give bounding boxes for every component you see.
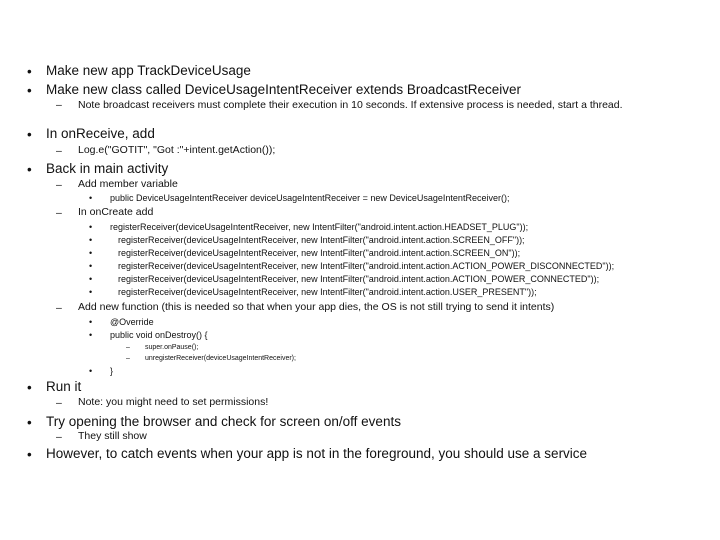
bullet-dot: • xyxy=(89,274,93,284)
sub-bullet-text: In onCreate add xyxy=(78,206,154,218)
bullet-dot: • xyxy=(89,261,93,271)
code-line: registerReceiver(deviceUsageIntentReceiver, new IntentFilter("android.intent.action.SCREEN_ON")); xyxy=(118,248,521,258)
sub-bullet-text: Log.e("GOTIT", "Got :"+intent.getAction()); xyxy=(78,144,276,156)
code-line: public DeviceUsageIntentReceiver deviceUsageIntentReceiver = new DeviceUsageIntentReceiver(); xyxy=(110,193,510,203)
bullet-dot: • xyxy=(89,287,93,297)
code-line: unregisterReceiver(deviceUsageIntentReceiver); xyxy=(145,355,296,362)
bullet-dash: – xyxy=(56,431,62,443)
code-line: registerReceiver(deviceUsageIntentReceiver, new IntentFilter("android.intent.action.USER_PRESENT")); xyxy=(118,287,537,297)
bullet-dash: – xyxy=(56,397,62,409)
bullet-dot: • xyxy=(27,380,32,395)
bullet-dot: • xyxy=(27,415,32,430)
sub-bullet-text: They still show xyxy=(78,430,147,442)
bullet-dash: – xyxy=(126,344,130,351)
code-line: registerReceiver(deviceUsageIntentReceiver, new IntentFilter("android.intent.action.ACTION_POWER_CONNECTED")); xyxy=(118,274,600,284)
bullet-text: Back in main activity xyxy=(46,161,169,176)
bullet-text: Make new class called DeviceUsageIntentReceiver extends BroadcastReceiver xyxy=(46,82,521,97)
bullet-dot: • xyxy=(89,235,93,245)
bullet-dot: • xyxy=(27,162,32,177)
code-line: super.onPause(); xyxy=(145,344,199,351)
bullet-dash: – xyxy=(56,145,62,157)
sub-bullet-text: Note: you might need to set permissions! xyxy=(78,396,269,408)
bullet-text: Try opening the browser and check for screen on/off events xyxy=(46,414,401,429)
bullet-dot: • xyxy=(89,248,93,258)
code-line: @Override xyxy=(110,317,154,327)
bullet-dash: – xyxy=(56,99,62,111)
bullet-dash: – xyxy=(56,179,62,191)
sub-bullet-text: Add member variable xyxy=(78,178,178,190)
bullet-dot: • xyxy=(27,83,32,98)
bullet-dot: • xyxy=(89,222,93,232)
code-line: } xyxy=(110,366,114,376)
bullet-dot: • xyxy=(89,330,93,340)
bullet-dot: • xyxy=(27,64,32,79)
bullet-text: Run it xyxy=(46,379,82,394)
bullet-dot: • xyxy=(27,447,32,462)
bullet-dash: – xyxy=(56,207,62,219)
bullet-dash: – xyxy=(56,302,62,314)
sub-bullet-text: Add new function (this is needed so that when your app dies, the OS is not still trying to send it intents) xyxy=(78,301,555,313)
bullet-text: However, to catch events when your app is not in the foreground, you should use a service xyxy=(46,446,588,461)
bullet-dot: • xyxy=(89,193,93,203)
bullet-dot: • xyxy=(89,366,93,376)
code-line: public void onDestroy() { xyxy=(110,330,208,340)
code-line: registerReceiver(deviceUsageIntentReceiver, new IntentFilter("android.intent.action.ACTION_POWER_DISCONNECTED")); xyxy=(118,261,615,271)
bullet-dash: – xyxy=(126,355,130,362)
code-line: registerReceiver(deviceUsageIntentReceiver, new IntentFilter("android.intent.action.SCREEN_OFF")); xyxy=(118,235,525,245)
bullet-dot: • xyxy=(27,127,32,142)
bullet-text: Make new app TrackDeviceUsage xyxy=(46,63,251,78)
bullet-text: In onReceive, add xyxy=(46,126,155,141)
code-line: registerReceiver(deviceUsageIntentReceiver, new IntentFilter("android.intent.action.HEADSET_PLUG")); xyxy=(110,222,529,232)
sub-bullet-text: Note broadcast receivers must complete their execution in 10 seconds. If extensive process is needed, start a thread. xyxy=(78,99,623,111)
bullet-dot: • xyxy=(89,317,93,327)
